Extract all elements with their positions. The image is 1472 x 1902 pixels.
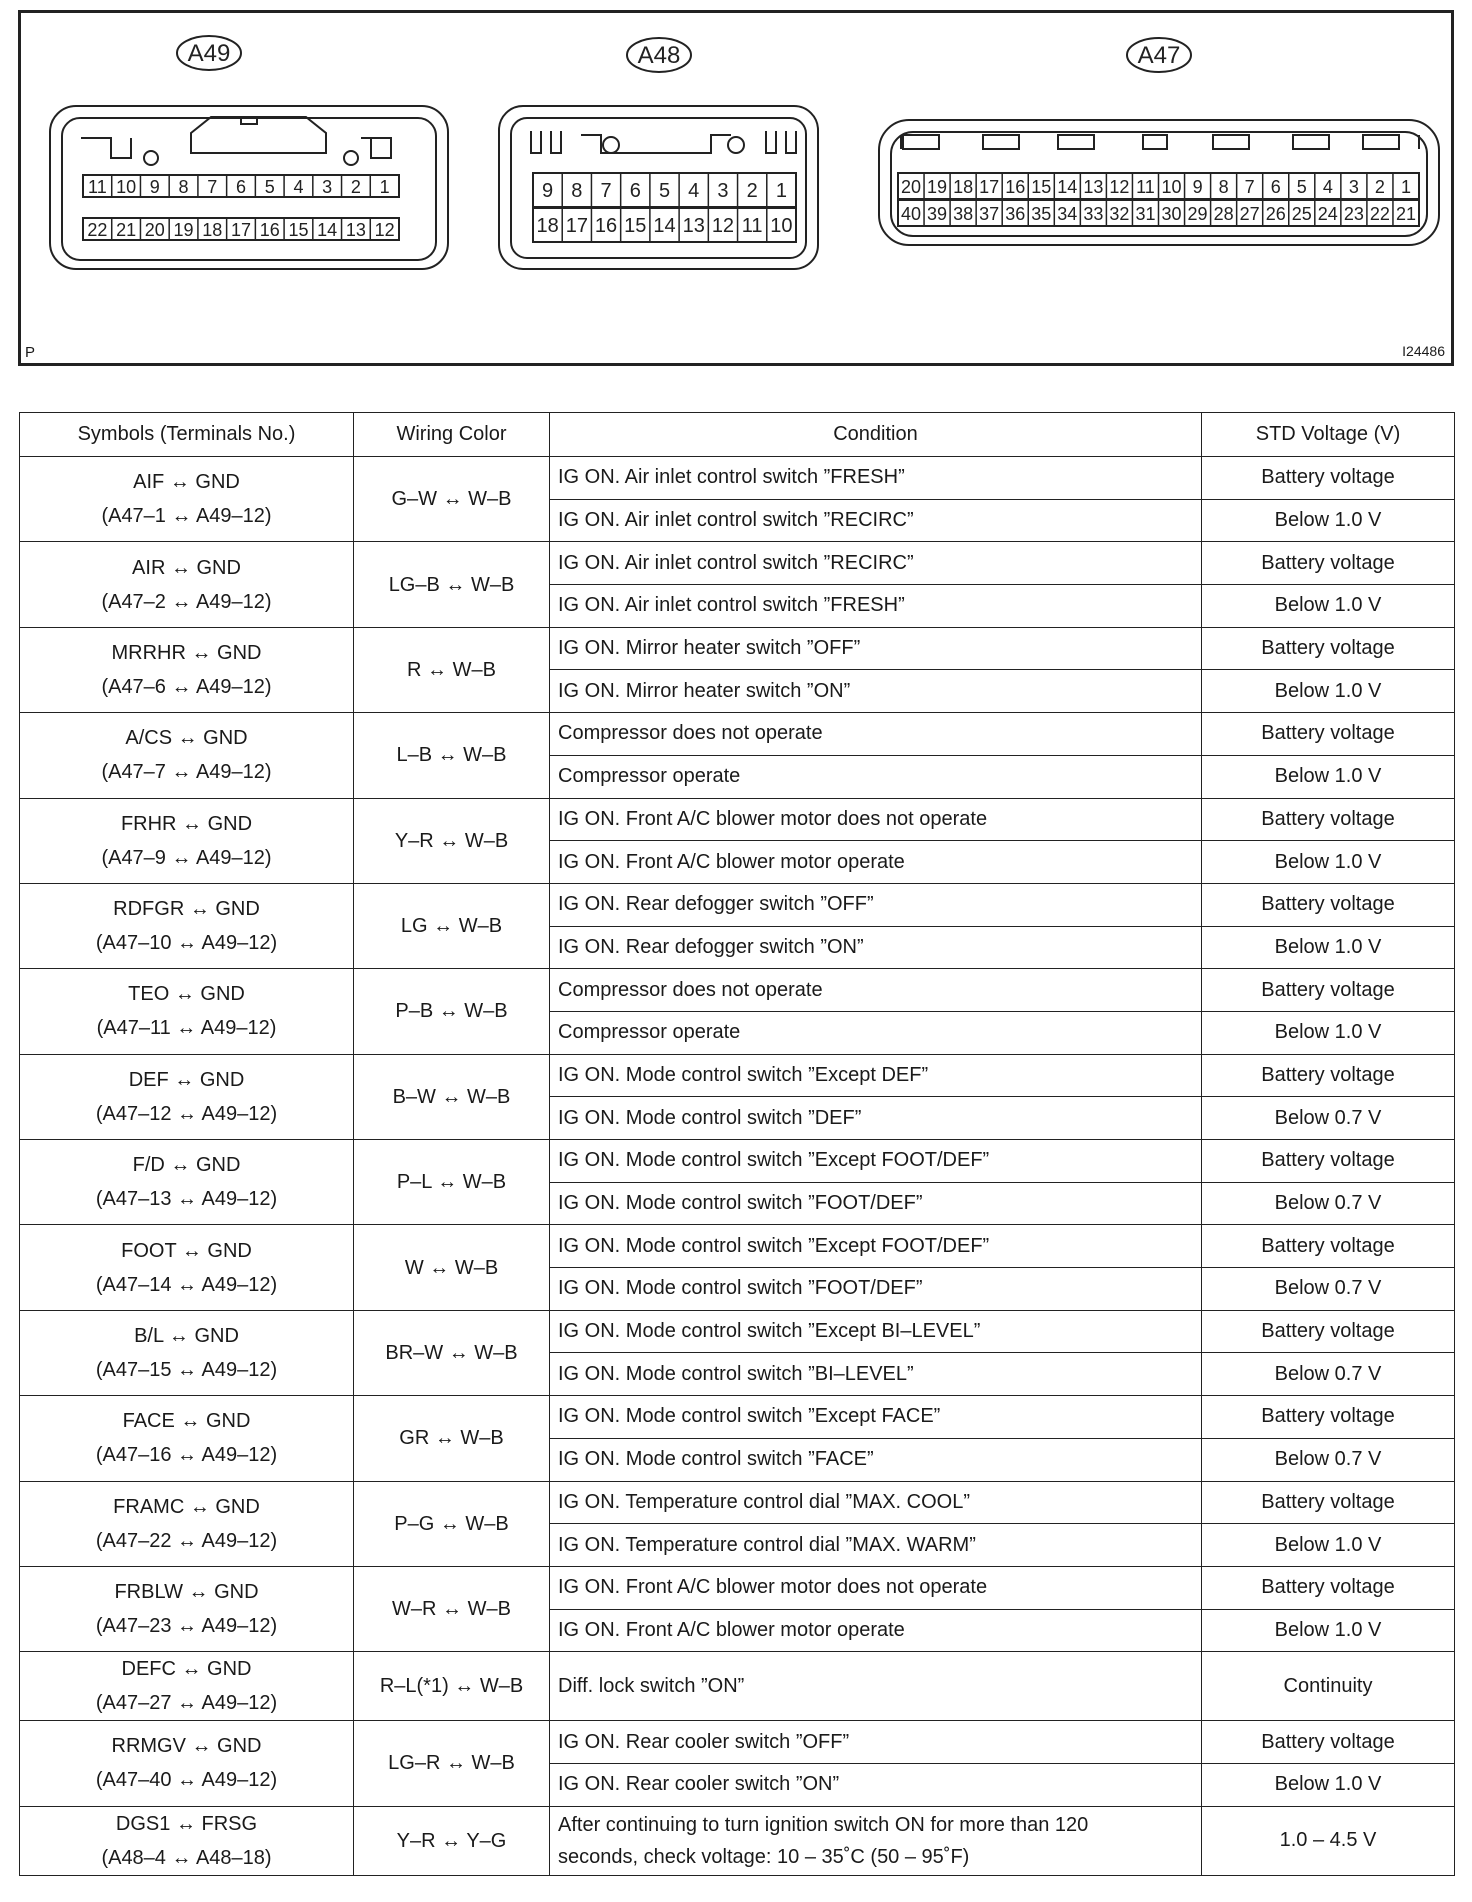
- latch-tab: [1058, 135, 1094, 149]
- terminal-number: 17: [979, 177, 1000, 197]
- symbol-pair: DGS1 ↔ FRSG: [115, 1812, 258, 1835]
- condition-cell: IG ON. Rear defogger switch ”ON”: [550, 926, 1202, 969]
- symbol-pair: FRHR ↔ GND: [120, 812, 253, 835]
- symbol-pair: DEF ↔ GND: [128, 1068, 245, 1091]
- table-row: [20, 1310, 1455, 1353]
- condition-line: seconds, check voltage: 10 – 35˚C (50 – 95˚F): [558, 1845, 970, 1868]
- symbol-cell: [20, 798, 354, 883]
- std-voltage-cell: Below 1.0 V: [1202, 1011, 1455, 1054]
- terminal-number: 5: [1296, 177, 1307, 197]
- terminal-number: 6: [235, 177, 247, 197]
- std-voltage-cell: Battery voltage: [1202, 1310, 1455, 1353]
- table-row: [20, 883, 1455, 926]
- symbol-pair: F/D ↔ GND: [132, 1154, 241, 1177]
- table-row: [20, 1481, 1455, 1524]
- terminal-numbers: (A47–9 ↔ A49–12): [101, 846, 272, 869]
- terminal-number: 19: [927, 177, 948, 197]
- condition-cell: IG ON. Mode control switch ”BI–LEVEL”: [550, 1353, 1202, 1396]
- terminal-number: 12: [711, 215, 735, 237]
- std-voltage-cell: Battery voltage: [1202, 1566, 1455, 1609]
- terminal-number: 23: [1343, 204, 1364, 224]
- latch-detail: [81, 117, 391, 158]
- terminal-number: 18: [202, 220, 223, 240]
- terminal-numbers: (A47–40 ↔ A49–12): [95, 1769, 278, 1792]
- table-row: [20, 1225, 1455, 1268]
- terminal-number: 4: [1322, 177, 1333, 197]
- terminal-number: 27: [1239, 204, 1260, 224]
- terminal-voltage-table: [19, 412, 1455, 1876]
- symbol-pair: RRMGV ↔ GND: [111, 1735, 262, 1758]
- symbol-pair: B/L ↔ GND: [134, 1324, 239, 1347]
- condition-cell: IG ON. Mode control switch ”Except FOOT/DEF”: [550, 1225, 1202, 1268]
- latch-pin: [603, 137, 619, 153]
- terminal-number: 26: [1265, 204, 1286, 224]
- terminal-numbers: (A47–14 ↔ A49–12): [95, 1273, 278, 1296]
- condition-cell: IG ON. Air inlet control switch ”FRESH”: [550, 585, 1202, 628]
- terminal-number: 7: [1244, 177, 1255, 197]
- terminal-number: 10: [770, 215, 793, 237]
- symbol-cell: [20, 1721, 354, 1806]
- latch-tab: [1213, 135, 1249, 149]
- terminal-number: 8: [571, 180, 583, 202]
- terminal-number: 7: [207, 177, 218, 197]
- terminal-number: 25: [1291, 204, 1312, 224]
- terminal-number: 10: [116, 177, 137, 197]
- terminal-number: 22: [87, 220, 108, 240]
- table-row: [20, 969, 1455, 1012]
- connector-diagram: [18, 10, 1454, 366]
- wiring-color-cell: LG ↔ W–B: [354, 883, 550, 968]
- terminal-number: 12: [1109, 177, 1130, 197]
- terminal-number: 31: [1135, 204, 1156, 224]
- table-row: [20, 457, 1455, 500]
- terminal-numbers: (A47–23 ↔ A49–12): [95, 1615, 278, 1638]
- wiring-color-cell: R ↔ W–B: [354, 627, 550, 712]
- condition-cell: IG ON. Air inlet control switch ”FRESH”: [550, 457, 1202, 500]
- terminal-number: 37: [979, 204, 1000, 224]
- terminal-number: 13: [682, 215, 705, 237]
- std-voltage-cell: Below 1.0 V: [1202, 670, 1455, 713]
- std-voltage-cell: Battery voltage: [1202, 883, 1455, 926]
- std-voltage-cell: Below 0.7 V: [1202, 1097, 1455, 1140]
- wiring-color-cell: GR ↔ W–B: [354, 1396, 550, 1481]
- condition-cell: IG ON. Mode control switch ”Except FACE”: [550, 1396, 1202, 1439]
- condition-cell: IG ON. Mode control switch ”DEF”: [550, 1097, 1202, 1140]
- std-voltage-cell: Below 1.0 V: [1202, 1524, 1455, 1567]
- wiring-color-cell: B–W ↔ W–B: [354, 1054, 550, 1139]
- terminal-number: 6: [629, 180, 641, 202]
- std-voltage-cell: Below 0.7 V: [1202, 1268, 1455, 1311]
- wiring-color-cell: P–B ↔ W–B: [354, 969, 550, 1054]
- condition-cell: IG ON. Mode control switch ”FOOT/DEF”: [550, 1268, 1202, 1311]
- terminal-number: 3: [717, 180, 729, 202]
- terminal-number: 18: [953, 177, 974, 197]
- terminal-numbers: (A47–7 ↔ A49–12): [101, 761, 272, 784]
- std-voltage-cell: Battery voltage: [1202, 798, 1455, 841]
- terminal-numbers: (A47–6 ↔ A49–12): [101, 675, 272, 698]
- symbol-pair: FRAMC ↔ GND: [113, 1495, 260, 1518]
- symbol-pair: FOOT ↔ GND: [121, 1239, 252, 1262]
- figure-id: I24486: [1402, 343, 1445, 359]
- condition-cell: IG ON. Mode control switch ”Except BI–LEVEL”: [550, 1310, 1202, 1353]
- symbol-cell: [20, 1310, 354, 1395]
- terminal-number: 8: [178, 177, 189, 197]
- symbol-cell: [20, 542, 354, 627]
- terminal-number: 32: [1109, 204, 1130, 224]
- latch-pin: [728, 137, 744, 153]
- terminal-number: 34: [1057, 204, 1078, 224]
- condition-cell: Compressor operate: [550, 1011, 1202, 1054]
- terminal-number: 15: [624, 215, 647, 237]
- terminal-number: 3: [1348, 177, 1359, 197]
- condition-cell: IG ON. Rear defogger switch ”OFF”: [550, 883, 1202, 926]
- std-voltage-cell: Battery voltage: [1202, 1481, 1455, 1524]
- table-row: [20, 1140, 1455, 1183]
- wiring-color-cell: Y–R ↔ W–B: [354, 798, 550, 883]
- terminal-number: 5: [658, 180, 671, 202]
- latch-detail: [901, 135, 1419, 149]
- table-header-row: [20, 413, 1455, 457]
- symbol-cell: [20, 627, 354, 712]
- terminal-number: 5: [264, 177, 275, 197]
- condition-line: After continuing to turn ignition switch ON for more than 120: [558, 1813, 1089, 1836]
- condition-cell: Compressor does not operate: [550, 713, 1202, 756]
- condition-cell: IG ON. Temperature control dial ”MAX. COOL”: [550, 1481, 1202, 1524]
- connector-drawing: [21, 13, 1457, 369]
- table-row: [20, 1396, 1455, 1439]
- latch-pin: [144, 151, 158, 165]
- terminal-number: 20: [144, 220, 165, 240]
- header-wiring-color: Wiring Color: [354, 413, 550, 457]
- condition-cell: [550, 1806, 1202, 1875]
- wiring-color-cell: L–B ↔ W–B: [354, 713, 550, 798]
- condition-cell: IG ON. Front A/C blower motor does not operate: [550, 798, 1202, 841]
- condition-cell: IG ON. Air inlet control switch ”RECIRC”: [550, 499, 1202, 542]
- terminal-number: 2: [1374, 177, 1385, 197]
- terminal-number: 36: [1005, 204, 1026, 224]
- wiring-color-cell: P–L ↔ W–B: [354, 1140, 550, 1225]
- terminal-number: 2: [746, 180, 758, 202]
- terminal-numbers: (A47–16 ↔ A49–12): [95, 1444, 278, 1467]
- symbol-pair: MRRHR ↔ GND: [111, 641, 262, 664]
- connector-id: A48: [637, 42, 681, 69]
- terminal-number: 2: [350, 177, 361, 197]
- condition-cell: IG ON. Air inlet control switch ”RECIRC”: [550, 542, 1202, 585]
- std-voltage-cell: Below 0.7 V: [1202, 1182, 1455, 1225]
- terminal-number: 12: [374, 220, 395, 240]
- terminal-number: 17: [565, 215, 588, 237]
- condition-cell: IG ON. Mirror heater switch ”OFF”: [550, 627, 1202, 670]
- terminal-number: 11: [741, 215, 763, 237]
- table-row: [20, 542, 1455, 585]
- condition-cell: Diff. lock switch ”ON”: [550, 1652, 1202, 1721]
- std-voltage-cell: Battery voltage: [1202, 1396, 1455, 1439]
- std-voltage-cell: Below 1.0 V: [1202, 1609, 1455, 1652]
- wiring-color-cell: R–L(*1) ↔ W–B: [354, 1652, 550, 1721]
- terminal-number: 8: [1218, 177, 1229, 197]
- terminal-number: 15: [288, 220, 309, 240]
- terminal-number: 40: [901, 204, 922, 224]
- std-voltage-cell: Battery voltage: [1202, 713, 1455, 756]
- header-symbols: Symbols (Terminals No.): [20, 413, 354, 457]
- std-voltage-cell: Below 0.7 V: [1202, 1353, 1455, 1396]
- connector-id: A49: [187, 40, 231, 67]
- header-condition: Condition: [550, 413, 1202, 457]
- std-voltage-cell: Battery voltage: [1202, 1140, 1455, 1183]
- terminal-numbers: (A47–10 ↔ A49–12): [95, 932, 278, 955]
- condition-cell: IG ON. Mode control switch ”FACE”: [550, 1438, 1202, 1481]
- terminal-number: 22: [1369, 204, 1390, 224]
- corner-label: P: [25, 344, 36, 361]
- terminal-numbers: (A47–11 ↔ A49–12): [96, 1017, 277, 1040]
- terminal-number: 16: [594, 215, 618, 237]
- condition-cell: IG ON. Rear cooler switch ”ON”: [550, 1763, 1202, 1806]
- symbol-pair: TEO ↔ GND: [128, 983, 245, 1006]
- terminal-number: 13: [345, 220, 366, 240]
- terminal-number: 38: [953, 204, 974, 224]
- terminal-number: 39: [927, 204, 948, 224]
- terminal-numbers: (A47–27 ↔ A49–12): [95, 1692, 278, 1715]
- wiring-color-cell: LG–B ↔ W–B: [354, 542, 550, 627]
- terminal-numbers: (A47–15 ↔ A49–12): [95, 1358, 278, 1381]
- symbol-cell: [20, 1140, 354, 1225]
- symbol-cell: [20, 1566, 354, 1651]
- terminal-number: 11: [1136, 177, 1155, 197]
- symbol-pair: FRBLW ↔ GND: [114, 1581, 259, 1604]
- std-voltage-cell: Battery voltage: [1202, 542, 1455, 585]
- condition-cell: IG ON. Front A/C blower motor does not operate: [550, 1566, 1202, 1609]
- terminal-number: 14: [653, 215, 676, 237]
- symbol-pair: FACE ↔ GND: [122, 1410, 251, 1433]
- std-voltage-cell: Battery voltage: [1202, 627, 1455, 670]
- symbol-cell: [20, 713, 354, 798]
- terminal-numbers: (A47–1 ↔ A49–12): [101, 505, 272, 528]
- std-voltage-cell: Battery voltage: [1202, 457, 1455, 500]
- std-voltage-cell: Below 1.0 V: [1202, 841, 1455, 884]
- terminal-number: 10: [1161, 177, 1182, 197]
- table-row: [20, 627, 1455, 670]
- latch-tab: [903, 135, 939, 149]
- terminal-number: 9: [1192, 177, 1203, 197]
- terminal-number: 16: [1005, 177, 1026, 197]
- table-row: [20, 798, 1455, 841]
- latch-tab: [1293, 135, 1329, 149]
- terminal-number: 9: [542, 180, 554, 202]
- condition-cell: IG ON. Mode control switch ”FOOT/DEF”: [550, 1182, 1202, 1225]
- condition-cell: IG ON. Mode control switch ”Except FOOT/DEF”: [550, 1140, 1202, 1183]
- connector-id: A47: [1137, 42, 1181, 69]
- wiring-color-cell: W–R ↔ W–B: [354, 1566, 550, 1651]
- terminal-number: 16: [259, 220, 280, 240]
- terminal-number: 14: [317, 220, 338, 240]
- symbol-cell: [20, 1481, 354, 1566]
- terminal-numbers: (A47–2 ↔ A49–12): [101, 590, 272, 613]
- terminal-number: 21: [116, 220, 137, 240]
- terminal-number: 33: [1083, 204, 1104, 224]
- symbol-pair: AIF ↔ GND: [133, 471, 240, 494]
- terminal-number: 20: [901, 177, 922, 197]
- header-std-voltage: STD Voltage (V): [1202, 413, 1455, 457]
- std-voltage-cell: Battery voltage: [1202, 1721, 1455, 1764]
- terminal-number: 30: [1161, 204, 1182, 224]
- std-voltage-cell: Below 1.0 V: [1202, 926, 1455, 969]
- symbol-cell: [20, 1225, 354, 1310]
- std-voltage-cell: Battery voltage: [1202, 1225, 1455, 1268]
- terminal-number: 24: [1317, 204, 1338, 224]
- terminal-number: 1: [379, 177, 390, 197]
- latch-tab: [1143, 135, 1167, 149]
- terminal-numbers: (A47–12 ↔ A49–12): [95, 1102, 278, 1125]
- terminal-number: 9: [149, 177, 160, 197]
- symbol-pair: A/CS ↔ GND: [125, 727, 248, 750]
- std-voltage-cell: Battery voltage: [1202, 1054, 1455, 1097]
- terminal-number: 11: [88, 177, 107, 197]
- wiring-color-cell: W ↔ W–B: [354, 1225, 550, 1310]
- symbol-cell: [20, 1806, 354, 1875]
- condition-cell: Compressor does not operate: [550, 969, 1202, 1012]
- wiring-color-cell: Y–R ↔ Y–G: [354, 1806, 550, 1875]
- table-row: [20, 1054, 1455, 1097]
- terminal-number: 21: [1395, 204, 1416, 224]
- terminal-number: 35: [1031, 204, 1052, 224]
- table-row: [20, 713, 1455, 756]
- terminal-numbers: (A47–13 ↔ A49–12): [95, 1188, 278, 1211]
- latch-detail: [531, 131, 796, 153]
- symbol-pair: RDFGR ↔ GND: [113, 898, 260, 921]
- std-voltage-cell: 1.0 – 4.5 V: [1202, 1806, 1455, 1875]
- std-voltage-cell: Below 1.0 V: [1202, 585, 1455, 628]
- condition-cell: IG ON. Front A/C blower motor operate: [550, 1609, 1202, 1652]
- symbol-cell: [20, 883, 354, 968]
- symbol-pair: DEFC ↔ GND: [121, 1658, 252, 1681]
- terminal-number: 4: [688, 180, 700, 202]
- table-body: [20, 457, 1455, 1876]
- symbol-cell: [20, 1396, 354, 1481]
- condition-cell: IG ON. Rear cooler switch ”OFF”: [550, 1721, 1202, 1764]
- std-voltage-cell: Below 1.0 V: [1202, 755, 1455, 798]
- terminal-number: 7: [600, 180, 612, 202]
- std-voltage-cell: Battery voltage: [1202, 969, 1455, 1012]
- terminal-number: 17: [230, 220, 252, 240]
- terminal-number: 29: [1187, 204, 1208, 224]
- symbol-cell: [20, 1652, 354, 1721]
- symbol-pair: AIR ↔ GND: [132, 556, 241, 579]
- latch-tab: [1363, 135, 1399, 149]
- wiring-color-cell: LG–R ↔ W–B: [354, 1721, 550, 1806]
- condition-cell: IG ON. Mirror heater switch ”ON”: [550, 670, 1202, 713]
- condition-cell: Compressor operate: [550, 755, 1202, 798]
- terminal-number: 1: [1400, 177, 1411, 197]
- terminal-number: 4: [293, 177, 304, 197]
- terminal-number: 28: [1213, 204, 1234, 224]
- condition-cell: IG ON. Temperature control dial ”MAX. WARM”: [550, 1524, 1202, 1567]
- std-voltage-cell: Continuity: [1202, 1652, 1455, 1721]
- terminal-number: 1: [775, 180, 787, 202]
- std-voltage-cell: Below 1.0 V: [1202, 1763, 1455, 1806]
- table-row: [20, 1566, 1455, 1609]
- std-voltage-cell: Below 0.7 V: [1202, 1438, 1455, 1481]
- wiring-color-cell: G–W ↔ W–B: [354, 457, 550, 542]
- table-row: [20, 1652, 1455, 1721]
- latch-tab: [983, 135, 1019, 149]
- table-row: [20, 1721, 1455, 1764]
- terminal-number: 19: [173, 220, 194, 240]
- terminal-numbers: (A47–22 ↔ A49–12): [95, 1529, 278, 1552]
- terminal-number: 15: [1031, 177, 1052, 197]
- std-voltage-cell: Below 1.0 V: [1202, 499, 1455, 542]
- condition-cell: IG ON. Mode control switch ”Except DEF”: [550, 1054, 1202, 1097]
- terminal-number: 13: [1083, 177, 1104, 197]
- symbol-cell: [20, 1054, 354, 1139]
- table-row: [20, 1806, 1455, 1875]
- terminal-numbers: (A48–4 ↔ A48–18): [101, 1846, 272, 1869]
- latch-pin: [344, 151, 358, 165]
- symbol-cell: [20, 457, 354, 542]
- terminal-number: 3: [322, 177, 333, 197]
- wiring-color-cell: BR–W ↔ W–B: [354, 1310, 550, 1395]
- terminal-number: 14: [1057, 177, 1078, 197]
- terminal-number: 18: [536, 215, 559, 237]
- wiring-color-cell: P–G ↔ W–B: [354, 1481, 550, 1566]
- condition-cell: IG ON. Front A/C blower motor operate: [550, 841, 1202, 884]
- symbol-cell: [20, 969, 354, 1054]
- terminal-number: 6: [1270, 177, 1281, 197]
